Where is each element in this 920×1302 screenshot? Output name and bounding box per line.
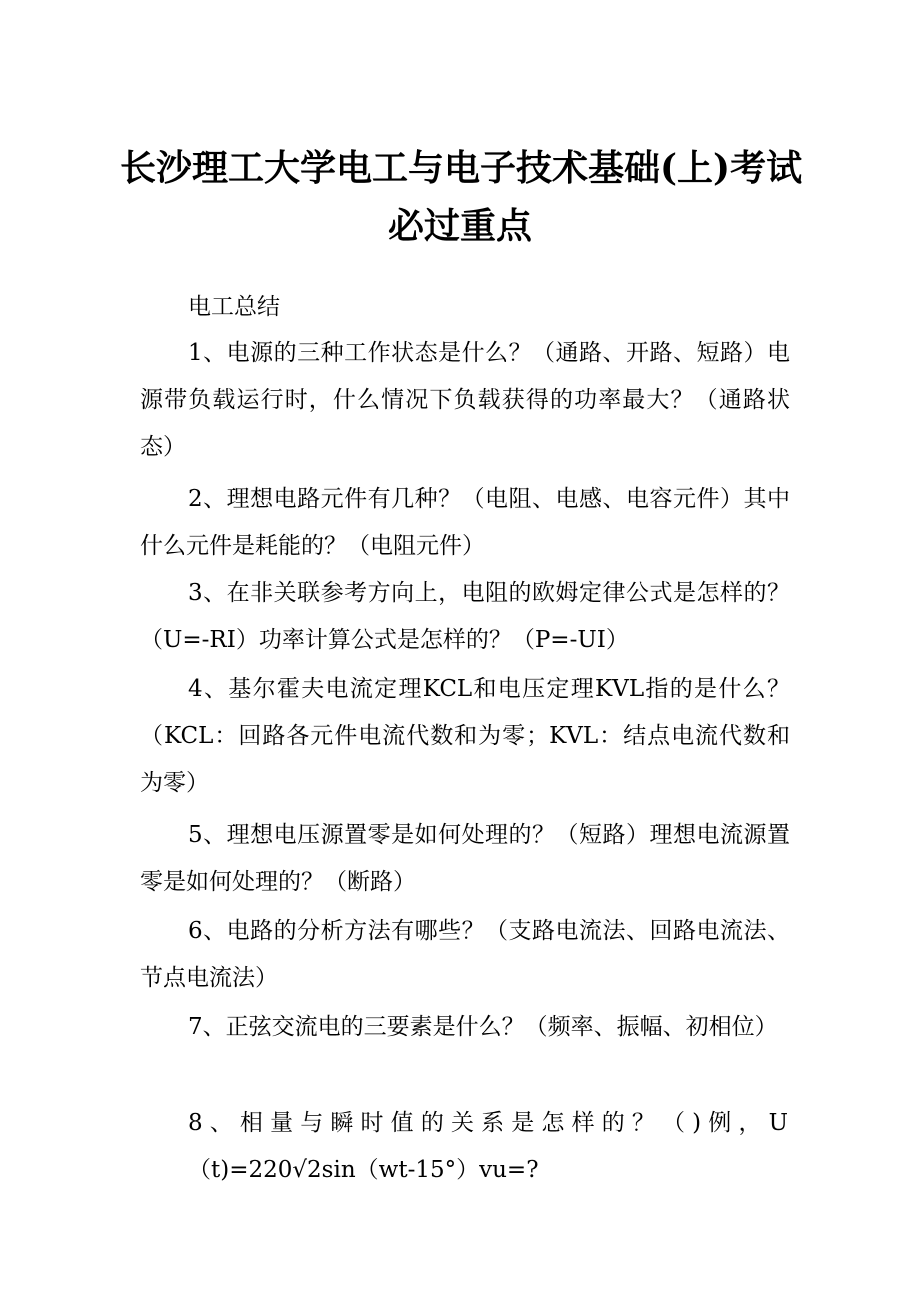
document-title-line-1: 长沙理工大学电工与电子技术基础(上)考试: [120, 147, 803, 189]
section-heading: 电工总结: [188, 294, 280, 320]
paragraph-7: 7、正弦交流电的三要素是什么？（频率、振幅、初相位）: [188, 1014, 778, 1040]
paragraph-6: 6、电路的分析方法有哪些？（支路电流法、回路电流法、节点电流法）: [140, 918, 790, 991]
paragraph-2: 2、理想电路元件有几种？（电阻、电感、电容元件）其中什么元件是耗能的？（电阻元件）: [140, 486, 790, 559]
paragraph-8: 8、相量与瞬时值的关系是怎样的？（)例，U（t)=220√2sin（wt-15°）vu=?: [188, 1110, 788, 1183]
paragraph-3: 3、在非关联参考方向上，电阻的欧姆定律公式是怎样的？（U=-RI）功率计算公式是怎样的？（P=-UI）: [140, 580, 790, 653]
document-title-line-2: 必过重点: [387, 205, 532, 247]
paragraph-5: 5、理想电压源置零是如何处理的？（短路）理想电流源置零是如何处理的？（断路）: [140, 822, 790, 895]
paragraph-4: 4、基尔霍夫电流定理KCL和电压定理KVL指的是什么？（KCL：回路各元件电流代数和为零；KVL：结点电流代数和为零）: [140, 676, 790, 796]
paragraph-1: 1、电源的三种工作状态是什么？（通路、开路、短路）电源带负载运行时，什么情况下负载获得的功率最大？（通路状态）: [140, 340, 790, 460]
